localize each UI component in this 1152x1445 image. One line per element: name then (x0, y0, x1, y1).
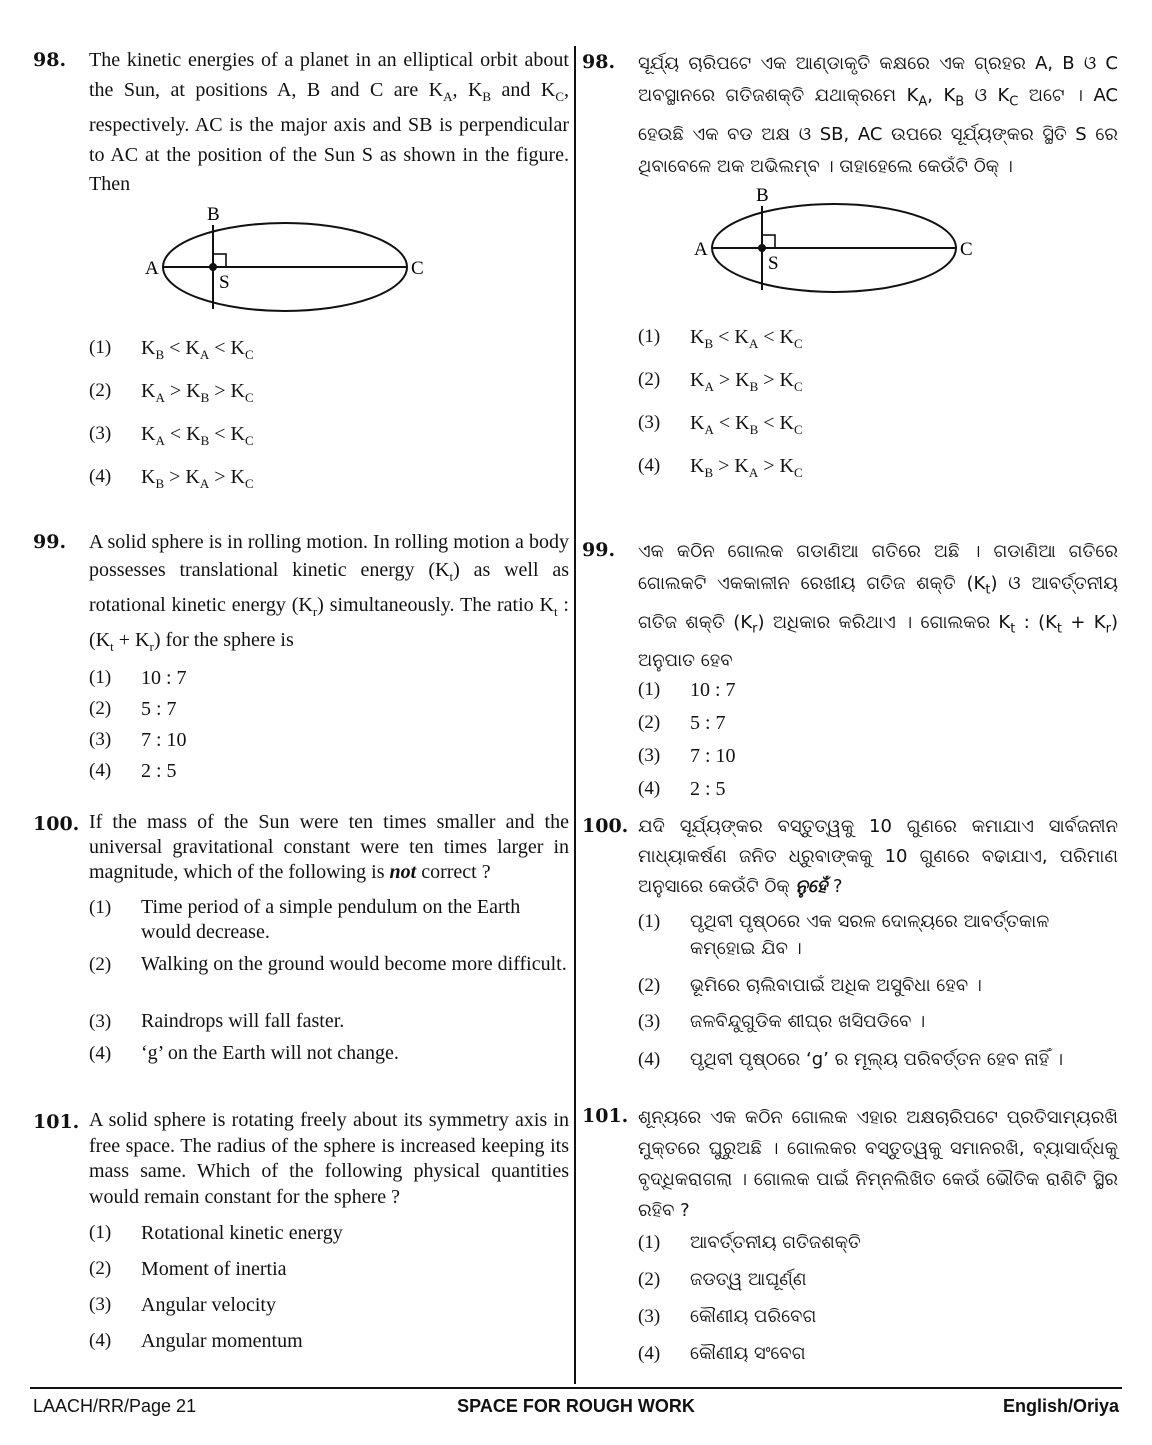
option-text: 2 : 5 (141, 760, 177, 782)
language-label: English/Oriya (1002, 1396, 1119, 1416)
option-text: Angular velocity (141, 1294, 276, 1316)
option-2[interactable] (638, 1269, 1118, 1306)
option-text: Angular momentum (141, 1330, 303, 1352)
option-3[interactable] (638, 1306, 1118, 1343)
option-text: 7 : 10 (141, 729, 187, 751)
option-2[interactable] (89, 698, 569, 729)
orbit-figure (145, 204, 445, 329)
option-text: 10 : 7 (141, 667, 187, 689)
question-text: A solid sphere is rotating freely about its symmetry axis in free space. The radius of the sphere is increased keeping its mass same. Which of the following physical quantities would remain constant for the sphere ? (89, 1109, 569, 1208)
question-98-or (582, 48, 1118, 498)
option-3[interactable] (89, 423, 569, 466)
options (89, 667, 569, 791)
label-b: B (756, 184, 769, 206)
options (638, 679, 1118, 811)
question-98-en (33, 46, 569, 509)
option-1[interactable] (638, 1232, 1118, 1269)
option-text: $K_A > K_B > K_C$ (141, 379, 254, 405)
page-label: LAACH/RR/Page 21 (33, 1396, 197, 1416)
option-text: 5 : 7 (141, 698, 177, 720)
option-number: (3) (89, 729, 112, 750)
options (638, 326, 1118, 498)
question-number: 100. (582, 815, 629, 837)
option-text: ପୃଥିବୀ ପୃଷ୍ଠରେ ‘g’ ର ମୂଲ୍ୟ ପରିବର୍ତ୍ତନ ହେବ ନାହିଁ । (690, 1049, 1064, 1070)
option-text: 7 : 10 (690, 745, 736, 768)
option-number: (4) (638, 454, 661, 476)
option-number: (3) (89, 1294, 112, 1315)
option-1[interactable] (638, 908, 1118, 972)
option-3[interactable] (638, 412, 1118, 455)
option-text: 5 : 7 (690, 712, 726, 735)
option-text: $K_B < K_A < K_C$ (141, 336, 254, 362)
question-number: 98. (33, 49, 67, 71)
footer-rule (30, 1387, 1122, 1389)
question-number: 99. (582, 539, 616, 561)
option-number: (1) (89, 1222, 112, 1243)
option-number: (4) (89, 1043, 112, 1064)
question-text: ଏକ କଠିନ ଗୋଲକ ଗଡାଣିଆ ଗତିରେ ଅଛି । ଗଡାଣିଆ ଗତିରେ ଗୋଲକଟି ଏକକାଳୀନ ରେଖୀୟ ଗତିଜ ଶକ୍ତି $(K_t)$ ଓ ଆବର୍ତ୍ତନୀୟ ଗତିଜ ଶକ୍ତି $(K_r)$ ଅଧିକାର କରିଥାଏ । ଗୋଲକର $K_t$ : $(K_t + K_r)$ ଅନୁପାତ ହେବ (638, 541, 1118, 672)
label-a: A (145, 257, 159, 279)
option-number: (3) (638, 411, 661, 433)
option-2[interactable] (638, 369, 1118, 412)
option-1[interactable] (638, 326, 1118, 369)
option-number: (2) (638, 712, 661, 734)
options (89, 895, 569, 1073)
option-3[interactable] (89, 1294, 569, 1330)
option-number: (1) (638, 1232, 661, 1253)
option-text: 2 : 5 (690, 778, 726, 801)
option-number: (3) (638, 1011, 661, 1032)
option-number: (3) (89, 1011, 112, 1032)
option-4[interactable] (638, 455, 1118, 498)
option-number: (2) (89, 954, 112, 975)
option-1[interactable] (89, 667, 569, 698)
option-4[interactable] (89, 1330, 569, 1366)
option-number: (3) (89, 422, 112, 444)
ellipse-diagram (694, 185, 994, 310)
question-99-en (33, 528, 569, 791)
option-4[interactable] (638, 778, 1118, 811)
option-1[interactable] (89, 337, 569, 380)
question-101-or (582, 1102, 1118, 1380)
option-text: ଭୂମିରେ ଚାଲିବାପାଇଁ ଅଧିକ ଅସୁବିଧା ହେବ । (690, 975, 982, 996)
option-2[interactable] (89, 380, 569, 423)
option-text: $K_B < K_A < K_C$ (690, 325, 803, 351)
question-text: ଯଦି ସୂର୍ଯ୍ୟଙ୍କର ବସ୍ତୁତ୍ୱକୁ 10 ଗୁଣରେ କମାଯାଏ ସାର୍ବଜନୀନ ମାଧ୍ୟାକର୍ଷଣ ଜନିତ ଧ୍ରୁବାଙ୍କକୁ 10 ଗୁଣରେ ବଢାଯାଏ, ପରିମାଣ ଅନୁସାରେ କେଉଁଟି ଠିକ୍ ନୁହେଁ ? (638, 816, 1118, 897)
option-number: (3) (638, 1306, 661, 1327)
rough-work-label: SPACE FOR ROUGH WORK (457, 1396, 695, 1416)
label-a: A (694, 238, 708, 260)
question-text: If the mass of the Sun were ten times smaller and the universal gravitational constant were ten times larger in magnitude, which of the following is not correct ? (89, 811, 569, 883)
label-s: S (219, 271, 230, 293)
option-4[interactable] (638, 1343, 1118, 1380)
option-number: (4) (638, 778, 661, 800)
option-number: (2) (89, 698, 112, 719)
option-text: $K_A > K_B > K_C$ (690, 368, 803, 394)
option-1[interactable] (89, 1222, 569, 1258)
question-text: ଶୂନ୍ୟରେ ଏକ କଠିନ ଗୋଲକ ଏହାର ଅକ୍ଷଚାରିପଟେ ପ୍ରତିସାମ୍ୟରଖି ମୁକ୍ତରେ ଘୁରୁଅଛି । ଗୋଲକର ବସ୍ତୁତ୍ୱକୁ ସମାନରଖି, ବ୍ୟାସାର୍ଦ୍ଧକୁ ବୃଦ୍ଧିକରାଗଲା । ଗୋଲକ ପାଇଁ ନିମ୍ନଲିଖିତ କେଉଁ ଭୌତିକ ରାଶିଟି ସ୍ଥିର ରହିବ ? (638, 1107, 1118, 1221)
option-text: Rotational kinetic energy (141, 1222, 343, 1244)
question-number: 98. (582, 51, 616, 73)
option-4[interactable] (89, 760, 569, 791)
column-divider (574, 46, 576, 1384)
option-2[interactable] (89, 952, 569, 1009)
question-text: The kinetic energies of a planet in an elliptical orbit about the Sun, at positions A, B and C are $K_A$, $K_B$ and $K_C$, respectively. AC is the major axis and SB is perpendicular to AC at the position of the Sun S as shown in the figure. Then (89, 49, 569, 195)
option-number: (2) (89, 379, 112, 401)
option-3[interactable] (89, 729, 569, 760)
option-2[interactable] (89, 1258, 569, 1294)
option-text: Raindrops will fall faster. (141, 1010, 345, 1032)
option-text: ଆବର୍ତ୍ତନୀୟ ଗତିଜଶକ୍ତି (690, 1232, 861, 1253)
option-text: $K_A < K_B < K_C$ (690, 411, 803, 437)
option-text: ଜଡତ୍ୱ ଆଘୂର୍ଣ୍ଣ (690, 1269, 807, 1290)
sun-point (209, 263, 217, 271)
option-text: Time period of a simple pendulum on the Earth would decrease. (141, 896, 521, 943)
option-number: (4) (638, 1343, 661, 1364)
option-4[interactable] (89, 466, 569, 509)
question-100-en (33, 810, 569, 1073)
option-number: (4) (89, 760, 112, 781)
option-3[interactable] (638, 745, 1118, 778)
option-number: (1) (638, 679, 661, 701)
label-s: S (768, 252, 779, 274)
option-1[interactable] (89, 895, 569, 952)
options (638, 908, 1118, 1082)
question-number: 100. (33, 813, 80, 835)
option-text: ଜଳବିନ୍ଦୁଗୁଡିକ ଶୀଘ୍ର ଖସିପଡିବେ । (690, 1011, 926, 1032)
question-text: ସୂର୍ଯ୍ୟ ଚାରିପଟେ ଏକ ଆଣ୍ଡାକୃତି କକ୍ଷରେ ଏକ ଗ୍ରହର A, B ଓ C ଅବସ୍ଥାନରେ ଗତିଜଶକ୍ତି ଯଥାକ୍ରମେ $K_A$, $K_B$ ଓ $K_C$ ଅଟେ । AC ହେଉଛି ଏକ ବଡ ଅକ୍ଷ ଓ SB, AC ଉପରେ ସୂର୍ଯ୍ୟଙ୍କର ସ୍ଥିତି S ରେ ଥିବାବେଳେ ଅକ ଅଭିଲମ୍ବ । ତାହାହେଲେ କେଉଁଟି ଠିକ୍ । (638, 53, 1119, 177)
option-4[interactable] (89, 1041, 569, 1073)
options (638, 1232, 1118, 1380)
option-number: (2) (638, 368, 661, 390)
option-number: (1) (89, 667, 112, 688)
option-text: କୌଣୀୟ ସଂବେଗ (690, 1343, 806, 1364)
question-101-en (33, 1108, 569, 1366)
option-text: $K_B > K_A > K_C$ (690, 454, 803, 480)
label-b: B (207, 203, 220, 225)
option-number: (2) (89, 1258, 112, 1279)
question-100-or (582, 812, 1118, 1082)
option-number: (2) (638, 1269, 661, 1290)
option-2[interactable] (638, 972, 1118, 1008)
label-c: C (411, 257, 424, 279)
question-number: 101. (33, 1111, 80, 1133)
option-number: (3) (638, 745, 661, 767)
option-text: 10 : 7 (690, 679, 736, 702)
option-text: Moment of inertia (141, 1258, 287, 1280)
option-number: (1) (89, 336, 112, 358)
option-text: $K_A < K_B < K_C$ (141, 422, 254, 448)
ellipse-diagram (145, 204, 445, 329)
option-2[interactable] (638, 712, 1118, 745)
question-number: 101. (582, 1105, 629, 1127)
option-text: $K_B > K_A > K_C$ (141, 465, 254, 491)
option-text: ‘g’ on the Earth will not change. (141, 1042, 399, 1064)
option-3[interactable] (638, 1008, 1118, 1046)
question-number: 99. (33, 531, 67, 553)
options (89, 337, 569, 509)
option-1[interactable] (638, 679, 1118, 712)
option-text: ପୃଥିବୀ ପୃଷ୍ଠରେ ଏକ ସରଳ ଦୋଳ୍ୟରେ ଆବର୍ତ୍ତକାଳ କମ୍‌ହୋଇ ଯିବ । (690, 911, 1050, 959)
option-number: (1) (89, 897, 112, 918)
orbit-figure (694, 185, 994, 310)
label-c: C (960, 238, 973, 260)
option-text: Walking on the ground would become more difficult. (141, 953, 567, 975)
option-number: (4) (89, 1330, 112, 1351)
option-number: (1) (638, 911, 661, 932)
option-number: (2) (638, 975, 661, 996)
question-text: A solid sphere is in rolling motion. In rolling motion a body possesses translational kinetic energy $(K_t)$ as well as rotational kinetic energy $(K_r)$ simultaneously. The ratio $K_t$ : $(K_t + K_r)$ for the sphere is (89, 531, 569, 654)
options (89, 1222, 569, 1366)
option-number: (1) (638, 325, 661, 347)
question-99-or (582, 536, 1118, 811)
option-number: (4) (89, 465, 112, 487)
sun-point (758, 244, 766, 252)
option-3[interactable] (89, 1009, 569, 1041)
option-4[interactable] (638, 1046, 1118, 1082)
option-text: କୌଣୀୟ ପରିବେଗ (690, 1306, 817, 1327)
option-number: (4) (638, 1049, 661, 1070)
